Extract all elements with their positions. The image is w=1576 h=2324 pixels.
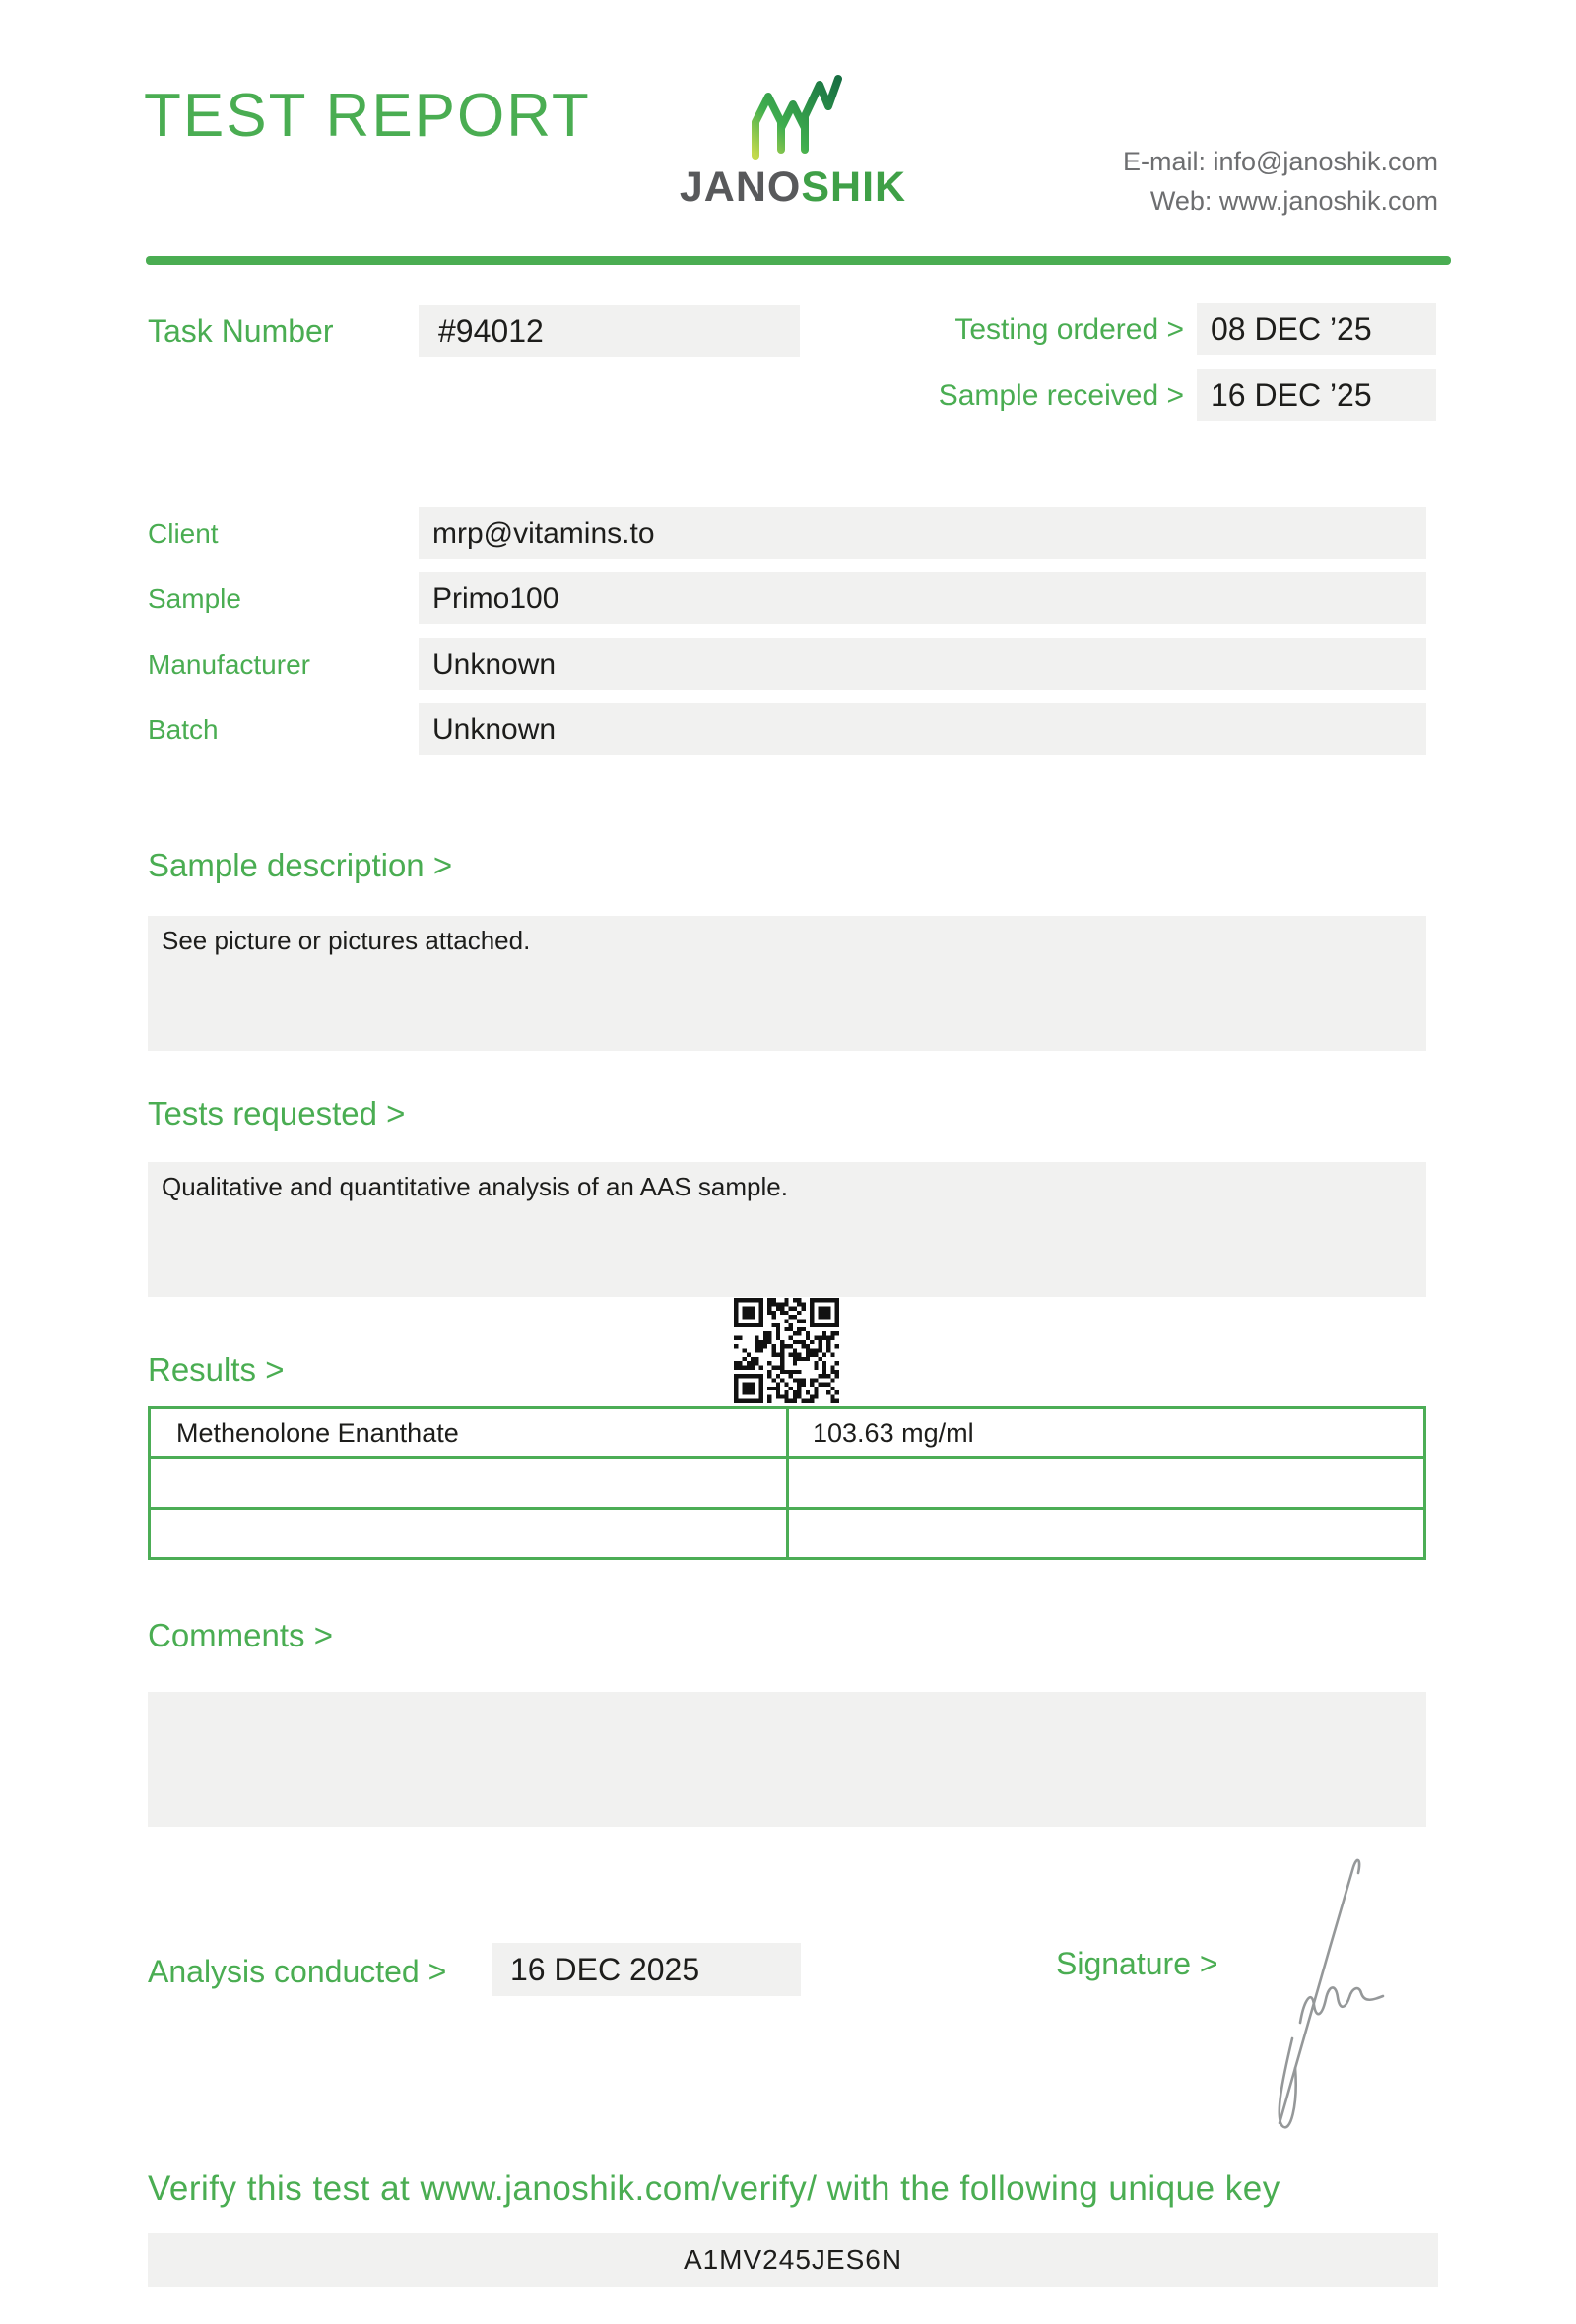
logo-text-jano: JANO [679,163,802,211]
sample-value: Primo100 [419,572,1426,624]
sample-received-label: Sample received > [938,379,1184,412]
result-cell [788,1458,1425,1509]
manufacturer-value: Unknown [419,638,1426,690]
contact-web: Web: www.janoshik.com [1149,186,1438,216]
results-heading: Results > [148,1351,285,1388]
results-table [148,1406,1426,1560]
analyte-cell [150,1509,788,1559]
tests-requested-box: Qualitative and quantitative analysis of an AAS sample. [148,1162,1426,1297]
task-number-value: #94012 [419,305,800,357]
logo-text-shik: SHIK [801,163,907,211]
sample-label: Sample [148,583,241,613]
verify-key: A1MV245JES6N [148,2233,1438,2287]
verify-instruction: Verify this test at www.janoshik.com/verify/ with the following unique key [148,2169,1280,2208]
contact-block [1123,142,1438,221]
janoshik-logo [678,71,908,212]
signature-label: Signature > [1056,1946,1218,1981]
result-cell: 103.63 mg/ml [788,1408,1425,1458]
header-divider [146,256,1451,265]
comments-heading: Comments > [148,1617,333,1653]
logo-wordmark [678,163,908,212]
sample-description-box: See picture or pictures attached. [148,916,1426,1051]
table-row [150,1458,1425,1509]
testing-ordered-value: 08 DEC ’25 [1197,303,1436,355]
chart-logo-icon [744,71,842,161]
result-cell [788,1509,1425,1559]
client-value: mrp@vitamins.to [419,507,1426,559]
analyte-cell: Methenolone Enanthate [150,1408,788,1458]
page-title: TEST REPORT [144,82,591,150]
testing-ordered-label: Testing ordered > [954,313,1184,346]
task-number-label: Task Number [148,313,334,349]
analysis-conducted-value: 16 DEC 2025 [492,1943,801,1996]
signature-image [1233,1830,1401,2145]
batch-label: Batch [148,714,219,744]
table-row [150,1509,1425,1559]
comments-box [148,1692,1426,1827]
analyte-cell [150,1458,788,1509]
qr-code [734,1298,839,1403]
client-label: Client [148,518,219,549]
contact-email: E-mail: info@janoshik.com [1122,147,1438,176]
tests-requested-heading: Tests requested > [148,1095,406,1131]
table-row [150,1408,1425,1458]
sample-received-value: 16 DEC ’25 [1197,369,1436,421]
sample-description-heading: Sample description > [148,847,453,883]
batch-value: Unknown [419,703,1426,755]
manufacturer-label: Manufacturer [148,649,310,679]
analysis-conducted-label: Analysis conducted > [148,1954,447,1989]
